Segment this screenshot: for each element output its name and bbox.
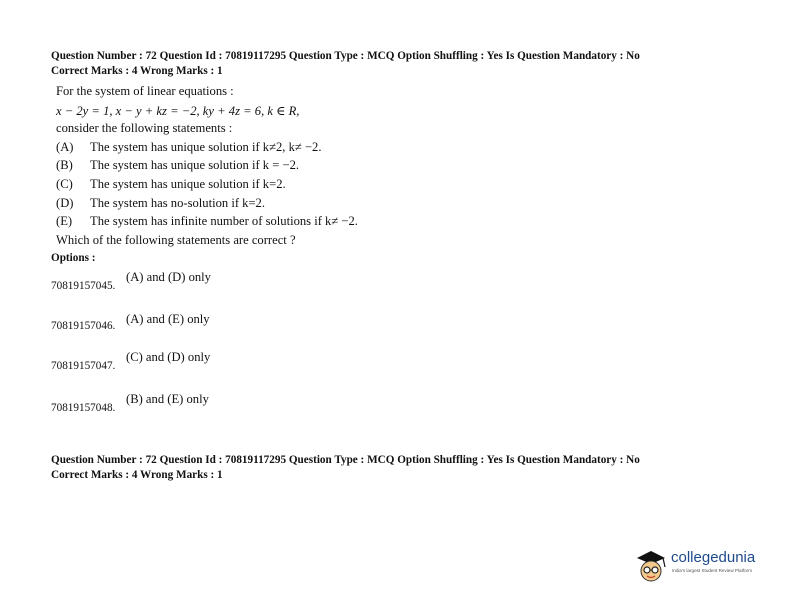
question-body xyxy=(56,84,358,251)
statement-text: The system has infinite number of solutions if k≠ −2. xyxy=(90,214,358,229)
statement-e xyxy=(56,214,358,233)
statement-label: (B) xyxy=(56,158,73,173)
statement-label: (A) xyxy=(56,139,74,154)
question-equations: x − 2y = 1, x − y + kz = −2, ky + 4z = 6, k ∈ R, xyxy=(56,103,300,118)
statement-text: The system has no-solution if k=2. xyxy=(90,195,266,210)
question-meta-line: Question Number : 72 Question Id : 70819117295 Question Type : MCQ Option Shuffling : Yes Is Question Mandatory : No xyxy=(51,454,640,466)
options-label: Options : xyxy=(51,252,96,264)
option-2-text: (A) and (E) only xyxy=(126,312,210,326)
statement-text: The system has unique solution if k=2. xyxy=(90,176,286,191)
statement-d xyxy=(56,196,358,215)
marks-line: Correct Marks : 4 Wrong Marks : 1 xyxy=(51,65,223,77)
logo-wordmark: collegedunia xyxy=(671,549,756,566)
question-meta-line: Question Number : 72 Question Id : 70819117295 Question Type : MCQ Option Shuffling : Yes Is Question Mandatory : No xyxy=(51,50,640,62)
statement-label: (E) xyxy=(56,214,73,229)
option-4-text: (B) and (E) only xyxy=(126,392,209,406)
statement-c xyxy=(56,177,358,196)
statement-b xyxy=(56,158,358,177)
collegedunia-logo xyxy=(634,546,774,586)
statement-text: The system has unique solution if k = −2. xyxy=(90,158,300,173)
option-3-id: 70819157047. xyxy=(51,360,116,372)
statement-label: (D) xyxy=(56,195,74,210)
question-prompt: Which of the following statements are correct ? xyxy=(56,232,296,247)
question-header xyxy=(51,49,640,79)
logo-tagline: India's largest Student Review Platform xyxy=(672,568,753,573)
option-1-id: 70819157045. xyxy=(51,280,116,292)
marks-line: Correct Marks : 4 Wrong Marks : 1 xyxy=(51,469,223,481)
statement-a xyxy=(56,140,358,159)
question-footer xyxy=(51,453,640,483)
question-intro: For the system of linear equations : xyxy=(56,84,234,98)
question-consider: consider the following statements : xyxy=(56,121,233,136)
option-2-id: 70819157046. xyxy=(51,320,116,332)
statement-label: (C) xyxy=(56,176,73,191)
mascot-icon xyxy=(634,546,668,586)
option-1-text: (A) and (D) only xyxy=(126,270,211,284)
option-4-id: 70819157048. xyxy=(51,402,116,414)
statement-text: The system has unique solution if k≠2, k≠ −2. xyxy=(90,139,322,154)
option-3-text: (C) and (D) only xyxy=(126,350,211,364)
